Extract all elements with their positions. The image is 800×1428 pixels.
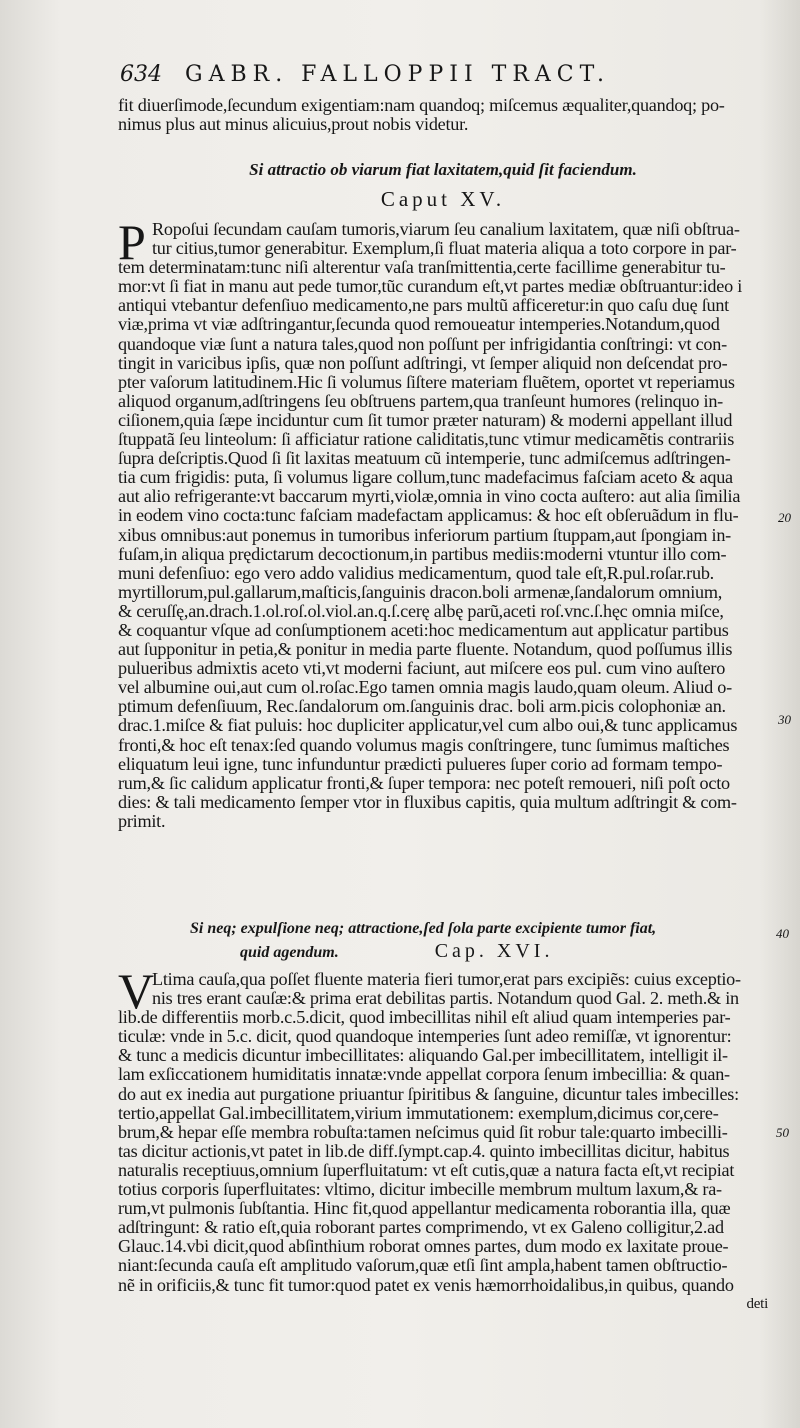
text-line: lib.de differentiis morb.c.5.dicit, quod imbecillitas nihil eſt aliud quam intemperies par- bbox=[118, 1008, 731, 1028]
running-title: GABR. FALLOPPII TRACT. bbox=[185, 62, 611, 87]
section-heading bbox=[190, 918, 730, 964]
text-line: brum,& hepar eſſe membra robuſta:tamen neſcimus quid ſit robur tale:quarto imbecilli- bbox=[118, 1122, 728, 1142]
text-line: rum,vt pulmonis ſubſtantia. Hinc fit,quod appellantur medicamenta roborantia illa, quæ bbox=[118, 1199, 731, 1219]
heading-line bbox=[190, 940, 730, 964]
text-line: tur citius,tumor generabitur. Exemplum,ſi fluat materia aliqua a toto corpore in par- bbox=[152, 239, 737, 259]
text-line: xibus omnibus:aut ponemus in tumoribus inferiorum partium ſtuppam,aut ſpongiam in- bbox=[118, 525, 731, 545]
text-line: eliquatum leui igne, tunc infunduntur prædicti pulueres ſuper corio ad formam tempo- bbox=[118, 754, 723, 774]
chapter-number: Caput XV. bbox=[380, 187, 506, 211]
text-line: ſtuppatã ſeu linteolum: ſi afficiatur ratione caliditatis,tunc vtimur medicamẽtis contrariis bbox=[118, 430, 735, 450]
text-line: nẽ in orificiis,& tunc fit tumor:quod patet ex venis hæmorrhoidalibus,in quibus, quando bbox=[118, 1275, 734, 1295]
drop-capital: V bbox=[118, 963, 155, 1019]
text-line: nimus plus aut minus alicuius,prout nobis videtur. bbox=[118, 115, 469, 135]
text-line: pter vaſorum latitudinem.Hic ſi volumus ſiſtere materiam fluẽtem, oportet vt reperiamus bbox=[118, 372, 735, 392]
text-line: tem determinatam:tunc niſi alterentur vaſa tranſmittentia,certe facillime generabitur tu- bbox=[118, 258, 726, 278]
text-line: ſupra deſcriptis.Quod ſi ſit laxitas meatuum cũ intemperie, tunc admiſcemus adſtringen- bbox=[118, 449, 731, 469]
chapter-body bbox=[118, 963, 768, 1314]
text-line: tas dicitur actionis,vt patet in lib.de diff.ſympt.cap.4. quinto imbecillitas dicitur, habitus bbox=[118, 1141, 730, 1161]
text-line: & tunc a medicis dicuntur imbecillitates: aliquando Gal.per imbecillitatem, intelligit il- bbox=[118, 1046, 728, 1066]
text-line: aut alio refrigerante:vt baccarum myrti,violæ,omnia in vino cocta auſtero: aut alia ſimilia bbox=[118, 487, 741, 507]
text-line: Ltima cauſa,qua poſſet fluente materia fieri tumor,erat pars excipiẽs: cuius exceptio- bbox=[152, 970, 741, 989]
text-line: lam exſiccationem humiditatis innatæ:vnde appellat corpora ſenum imbecillia: & quan- bbox=[118, 1065, 730, 1085]
text-line: vel albumine oui,aut cum ol.roſac.Ego tamen omnia magis laudo,quam oleum. Aliud o- bbox=[118, 678, 732, 698]
text-line: viæ,prima vt viæ adſtringantur,ſecunda quod remoueatur intemperies.Notandum,quod bbox=[118, 315, 720, 335]
paragraph bbox=[118, 1008, 768, 1294]
text-line: Glauc.14.vbi dicit,quod abſinthium roborat omnes partes, dum modo ex laxitate proue- bbox=[118, 1237, 729, 1257]
catchword: deti bbox=[746, 1295, 768, 1312]
text-line: & coquantur vſque ad conſumptionem aceti:hoc medicamentum aut applicatur partibus bbox=[118, 620, 729, 640]
text-line: ticulæ: vnde in 5.c. dicit, quod quandoque intemperies ſunt adeo remiſſæ, vt ignorentur: bbox=[118, 1027, 732, 1047]
drop-capital: P bbox=[118, 214, 146, 270]
margin-line-number: 40 bbox=[776, 926, 789, 941]
chapter-number: Cap. XVI. bbox=[434, 940, 554, 962]
text-line: tingit in varicibus ipſis, quæ non poſſunt adſtringi, vt ſemper aliquid non deſcendat pro- bbox=[118, 353, 728, 373]
continuation-text bbox=[118, 96, 768, 134]
heading-line: Si neq; expulſione neq; attractione,ſed ſola parte excipiente tumor fiat, bbox=[190, 920, 657, 937]
text-line: totius corporis ſuperfluitates: vltimo, dicitur imbecille membrum multum laxum,& ra- bbox=[118, 1180, 722, 1200]
margin-line-number: 20 bbox=[778, 510, 791, 525]
text-line: tia cum frigidis: puta, ſi volumus ligare collum,tunc madefacimus faſciam aceto & aqua bbox=[118, 468, 733, 488]
text-line: pulueribus admixtis aceto vti,vt moderni faciunt, aut miſcere eos pul. cum vino auſtero bbox=[118, 659, 726, 679]
margin-line-number: 50 bbox=[776, 1125, 789, 1140]
text-line: adſtringunt: & ratio eſt,quia roborant partes comprimendo, vt ex Galeno colligitur,2.ad bbox=[118, 1218, 724, 1238]
text-line: drac.1.miſce & fiat puluis: hoc dupliciter applicatur,vel cum albo oui,& tunc applicamus bbox=[118, 716, 738, 736]
text-line: myrtillorum,pul.gallarum,maſticis,ſanguinis dracon.boli armenæ,ſandalorum omnium, bbox=[118, 582, 723, 602]
text-line: & ceruſſę,an.drach.1.ol.roſ.ol.viol.an.q.ſ.cerę albę parũ,aceti roſ.vnc.ſ.hęc omnia miſce, bbox=[118, 601, 724, 621]
text-line: fuſam,in aliqua prędictarum decoctionum,in partibus mediis:moderni vtuntur illo com- bbox=[118, 544, 727, 564]
text-line: aliquod organum,adſtringens ſeu obſtruens partem,qua tranſeunt humores (relinquo in- bbox=[118, 391, 723, 411]
page-number: 634 bbox=[120, 62, 162, 87]
text-line: rum,& ſic calidum applicatur fronti,& ſuper tempora: nec poteſt remoueri, niſi poſt octo bbox=[118, 773, 730, 793]
heading-text: quid agendum. bbox=[240, 944, 339, 961]
text-line: mor:vt ſi fiat in manu aut pede tumor,tũc curandum eſt,vt partes mediæ obſtruantur:ideo i bbox=[118, 277, 743, 297]
text-line: antiqui vtebantur defenſiuo medicamento,ne pars multũ afficeretur:in quo caſu duę ſunt bbox=[118, 296, 729, 316]
text-line: in eodem vino cocta:tunc faſciam madefactam applicamus: & hoc eſt obſeruãdum in flu- bbox=[118, 506, 739, 526]
text-line: Ropoſui ſecundam cauſam tumoris,viarum ſeu canalium laxitatem, quæ niſi obſtrua- bbox=[152, 220, 740, 239]
text-line: primit. bbox=[118, 811, 166, 831]
section-heading: Si attractio ob viarum fiat laxitatem,quid ſit faciendum. bbox=[249, 160, 637, 179]
text-line: aut ſupponitur in petia,& ponitur in media parte fluente. Notandum, quod poſſumus illis bbox=[118, 640, 733, 660]
text-line: naturalis receptiuus,omnium ſuperfluitatum: vt eſt cutis,quæ a natura facta eſt,vt recipiat bbox=[118, 1160, 735, 1180]
text-line: muni defenſiuo: ego vero addo validius medicamentum, quod tale eſt,R.pul.roſar.rub. bbox=[118, 563, 714, 583]
text-line: quandoque viæ ſunt a natura tales,quod non poſſunt per infrigidantia conſtringi: vt con- bbox=[118, 334, 727, 354]
chapter-body bbox=[118, 214, 768, 831]
text-line: fit diuerſimode,ſecundum exigentiam:nam quandoq; miſcemus æqualiter,quandoq; po- bbox=[118, 96, 725, 115]
text-line: do aut ex inedia aut purgatione priuantur ſpiritibus & ſanguine, dicuntur tales imbecilles: bbox=[118, 1084, 739, 1104]
text-line: nis tres erant cauſæ:& prima erat debilitas partis. Notandum quod Gal. 2. meth.& in bbox=[152, 989, 739, 1009]
margin-line-number: 30 bbox=[778, 712, 791, 727]
text-line: ciſionem,quia ſæpe inciduntur cum ſit tumor præter naturam) & moderni appellant illud bbox=[118, 410, 733, 430]
running-head bbox=[120, 62, 760, 87]
text-line: tertio,appellat Gal.imbecillitatem,virium immutationem: exemplum,dicimus cor,cere- bbox=[118, 1103, 719, 1123]
text-line: ptimum defenſiuum, Rec.ſandalorum om.ſanguinis drac. boli arm.picis colophoniæ an. bbox=[118, 697, 726, 717]
paragraph bbox=[118, 258, 768, 831]
text-line: dies: & tali medicamento ſemper vtor in fluxibus capitis, quia multum adſtringit & com- bbox=[118, 792, 737, 812]
text-line: niant:ſecunda cauſa eſt amplitudo vaſorum,quæ etſi ſint ampla,habent tamen obſtructio- bbox=[118, 1256, 728, 1276]
text-line: fronti,& hoc eſt tenax:ſed quando volumus magis conſtringere, tunc ſumimus maſtiches bbox=[118, 735, 730, 755]
